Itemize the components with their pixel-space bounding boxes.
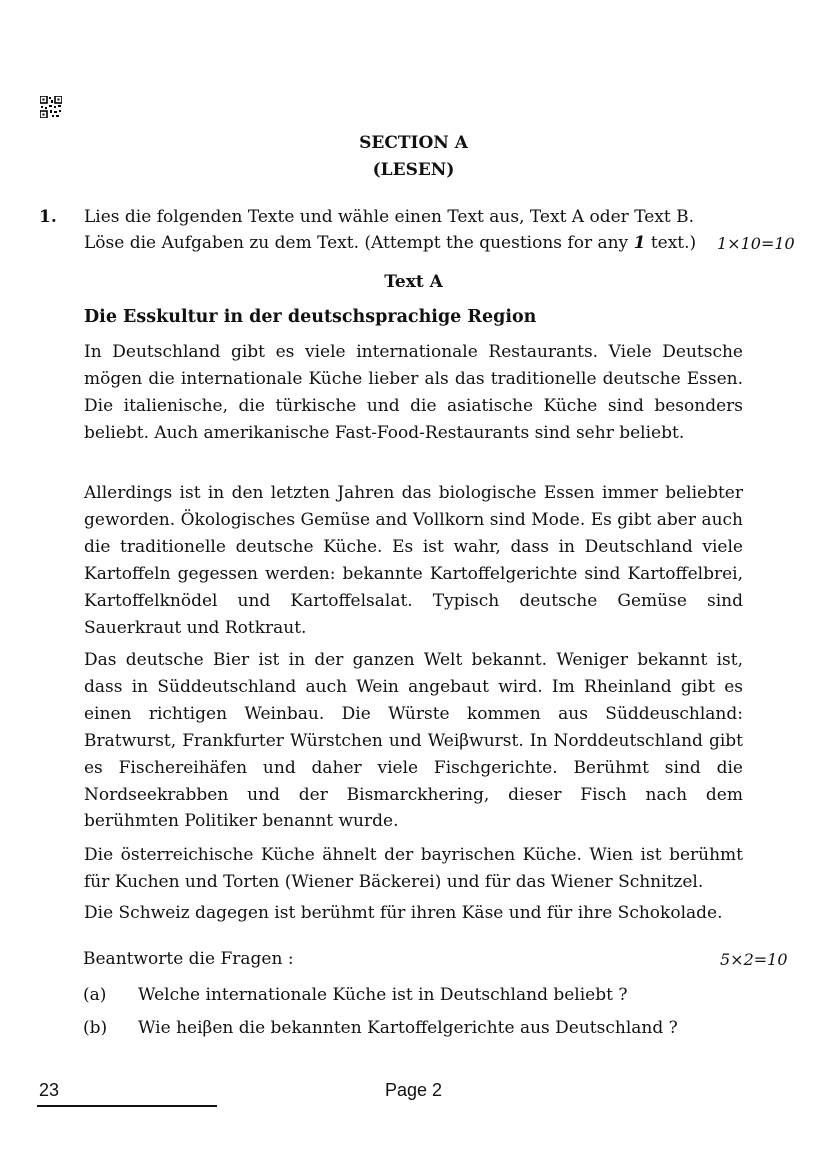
paragraph-1: In Deutschland gibt es viele internationale Restaurants. Viele Deutsche mögen die internationale Küche lieber als das traditionelle deutsche Essen. Die italienische, die türkische und die asiatische Küche sind besonders beliebt. Auch amerikanische Fast-Food-Restaurants sind sehr beliebt. [84,342,743,443]
paper-code: 23 [39,1080,60,1100]
instruction-text-end: text.) [645,233,697,253]
question-a-text: Welche internationale Küche ist in Deutschland beliebt ? [138,985,628,1005]
question-b-text: Wie heiβen die bekannten Kartoffelgerichte aus Deutschland ? [138,1018,678,1038]
questions-intro: Beantworte die Fragen : [83,949,294,969]
footer-rule [37,1105,217,1107]
instruction-line-2 [84,233,696,253]
instruction-number: 1 [633,233,646,253]
instruction-line-1: Lies die folgenden Texte und wähle einen Text aus, Text A oder Text B. [84,207,694,227]
question-a-label: (a) [83,985,107,1005]
paragraph-2: Allerdings ist in den letzten Jahren das biologische Essen immer beliebter geworden. Ökologisches Gemüse and Vollkorn sind Mode. Es gibt aber auch die traditionelle deutsche Küche. Es ist wahr, dass in Deutschland viele Kartoffeln gegessen werden: bekannte Kartoffelgerichte sind Kartoffelbrei, Kartoffelknödel und Kartoffelsalat. Typisch deutsche Gemüse sind Sauerkraut und Rotkraut. [84,483,743,638]
paragraph-3: Das deutsche Bier ist in der ganzen Welt bekannt. Weniger bekannt ist, dass in Süddeutschland auch Wein angebaut wird. Im Rheinland gibt es einen richtigen Weinbau. Die Würste kommen aus Süddeuschland: Bratwurst, Frankfurter Würstchen und Weiβwurst. In Norddeutschland gibt es Fischereihäfen und daher viele Fischgerichte. Berühmt sind die Nordseekrabben und der Bismarckhering, dieser Fisch nach dem berühmten Politiker benannt wurde. [84,650,743,832]
paragraph-4: Die österreichische Küche ähnelt der bayrischen Küche. Wien ist berühmt für Kuchen und Torten (Wiener Bäckerei) und für das Wiener Schnitzel. [84,845,743,892]
questions-marks: 5×2=10 [720,950,788,969]
question-number: 1. [39,207,57,227]
text-heading: Die Esskultur in der deutschsprachige Region [84,307,537,327]
question-marks: 1×10=10 [717,234,795,253]
text-label: Text A [384,272,443,292]
section-title: SECTION A [359,133,468,153]
instruction-text: Löse die Aufgaben zu dem Text. (Attempt the questions for any [84,233,634,253]
question-b-label: (b) [83,1018,108,1038]
section-subtitle: (LESEN) [372,160,455,180]
paragraph-5: Die Schweiz dagegen ist berühmt für ihren Käse und für ihre Schokolade. [84,903,723,923]
page-number: Page 2 [384,1080,443,1100]
qr-code-icon [40,96,62,118]
